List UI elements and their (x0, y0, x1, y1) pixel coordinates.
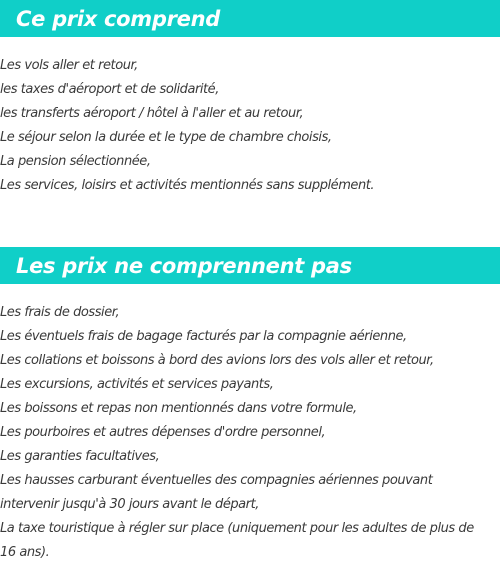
list-item: les taxes d'aéroport et de solidarité, (0, 82, 219, 97)
excludes-list (0, 301, 500, 565)
list-item: Les collations et boissons à bord des avions lors des vols aller et retour, (0, 353, 434, 368)
list-item: Les garanties facultatives, (0, 449, 160, 464)
list-item: Les frais de dossier, (0, 305, 120, 320)
list-item: Les hausses carburant éventuelles des compagnies aériennes pouvant intervenir jusqu'à 30 jours avant le départ, (0, 473, 433, 512)
list-item: Les services, loisirs et activités mentionnés sans supplément. (0, 178, 375, 193)
list-item: La taxe touristique à régler sur place (uniquement pour les adultes de plus de 16 ans). (0, 521, 474, 560)
list-item: les transferts aéroport / hôtel à l'aller et au retour, (0, 106, 304, 121)
excludes-section-header (0, 247, 500, 284)
list-item: Les boissons et repas non mentionnés dans votre formule, (0, 401, 357, 416)
list-item: Les excursions, activités et services payants, (0, 377, 274, 392)
list-item: Les pourboires et autres dépenses d'ordre personnel, (0, 425, 326, 440)
list-item: Les éventuels frais de bagage facturés par la compagnie aérienne, (0, 329, 407, 344)
includes-section-title: Ce prix comprend (16, 6, 220, 31)
excludes-section-title: Les prix ne comprennent pas (16, 253, 352, 278)
list-item: Les vols aller et retour, (0, 58, 138, 73)
list-item: Le séjour selon la durée et le type de chambre choisis, (0, 130, 332, 145)
includes-list (0, 54, 500, 198)
includes-section-header (0, 0, 500, 37)
list-item: La pension sélectionnée, (0, 154, 151, 169)
